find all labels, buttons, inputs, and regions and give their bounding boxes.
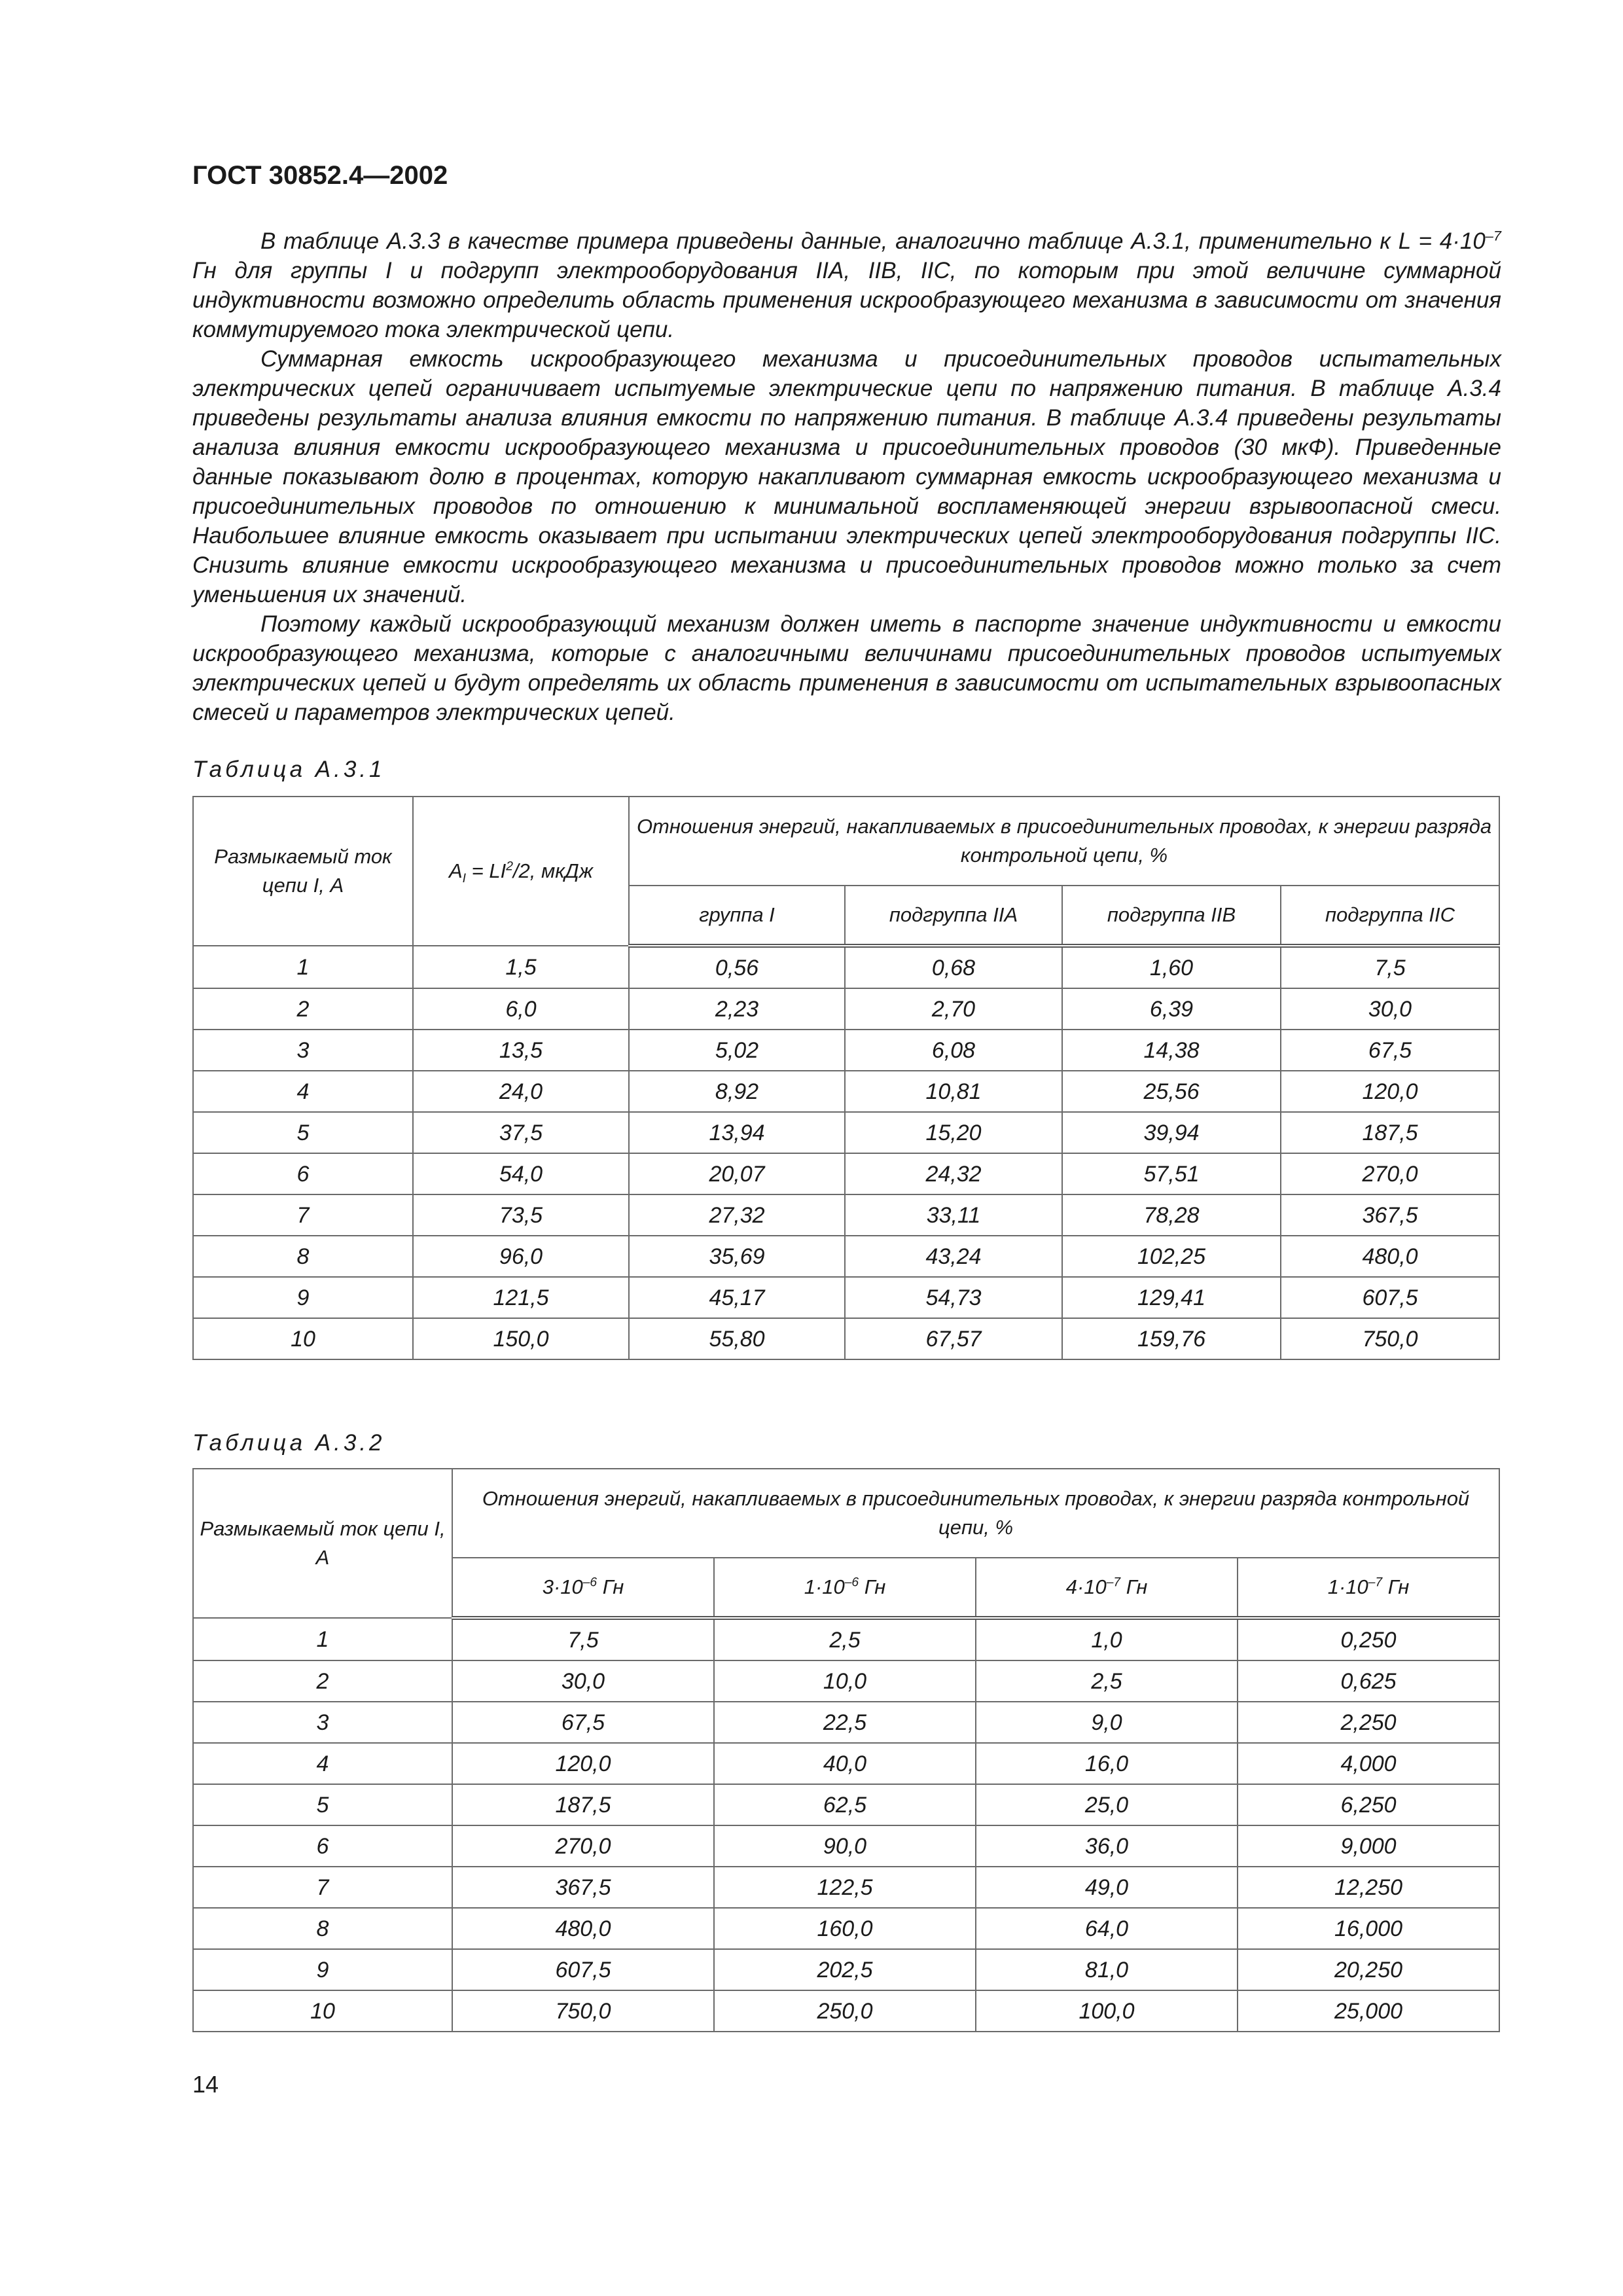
table-1-cell: 159,76: [1062, 1318, 1281, 1359]
table-1-cell: 96,0: [413, 1236, 629, 1277]
energy-formula: = LI: [466, 859, 507, 882]
table-1-row: [193, 1030, 1499, 1071]
inductance-exponent: –6: [844, 1575, 859, 1590]
table-2-group-header: Отношения энергий, накапливаемых в присоединительных проводах, к энергии разряда контрольной цепи, %: [452, 1469, 1499, 1558]
table-2-cell: 2,5: [714, 1618, 976, 1660]
table-2-cell: 367,5: [452, 1867, 714, 1908]
paragraph-2: Суммарная емкость искрообразующего механизма и присоединительных проводов испытательных электрических цепей ограничивает испытуемые электрические цепи по напряжению питания. В таблице А.3.4 приведены результаты анализа влияния емкости по напряжению питания. В таблице А.3.4 приведены результаты анализа влияния емкости искрообразующего механизма и присоединительных проводов (30 мкФ). Приведенные данные показывают долю в процентах, которую накапливают суммарная емкость искрообразующего механизма и присоединительных проводов по отношению к минимальной воспламеняющей энергии взрывоопасной смеси. Наибольшее влияние емкость оказывает при испытании электрических цепей электрооборудования подгруппы IIC. Снизить влияние емкости искрообразующего механизма и присоединительных проводов можно только за счет уменьшения их значений.: [192, 346, 1501, 607]
table-a32: [192, 1468, 1500, 2032]
table-2-cell: 16,000: [1238, 1908, 1499, 1949]
table-1-cell: 120,0: [1281, 1071, 1499, 1112]
inductance-exponent: –7: [1106, 1575, 1121, 1590]
table-2-cell: 6: [193, 1825, 452, 1867]
table-2-row: [193, 1949, 1499, 1990]
table-1-cell: 30,0: [1281, 988, 1499, 1030]
table-2-cell: 1: [193, 1618, 452, 1660]
table-1-cell: 121,5: [413, 1277, 629, 1318]
table-1-cell: 270,0: [1281, 1153, 1499, 1194]
table-2-body: [193, 1618, 1499, 2032]
table-2-cell: 36,0: [976, 1825, 1238, 1867]
table-2-cell: 9,0: [976, 1702, 1238, 1743]
table-1-cell: 20,07: [629, 1153, 845, 1194]
table-1-cell: 9: [193, 1277, 413, 1318]
paragraph-3: Поэтому каждый искрообразующий механизм должен иметь в паспорте значение индуктивности и емкости искрообразующего механизма, которые с аналогичными величинами присоединительных проводов испытуемых электрических цепей и будут определять их область применения в зависимости от испытательных взрывоопасных смесей и параметров электрических цепей.: [192, 611, 1501, 725]
table-1-cell: 2,70: [845, 988, 1062, 1030]
table-1-row: [193, 1277, 1499, 1318]
table-1-cell: 54,0: [413, 1153, 629, 1194]
table-1-cell: 2,23: [629, 988, 845, 1030]
energy-exponent: 2: [506, 859, 513, 874]
table-2-cell: 122,5: [714, 1867, 976, 1908]
table-1-cell: 37,5: [413, 1112, 629, 1153]
table-1-cell: 102,25: [1062, 1236, 1281, 1277]
table-1-cell: 6: [193, 1153, 413, 1194]
table-1-cell: 13,5: [413, 1030, 629, 1071]
table-2-cell: 480,0: [452, 1908, 714, 1949]
table-1-cell: 0,56: [629, 946, 845, 988]
table-1-cell: 78,28: [1062, 1194, 1281, 1236]
inductance-unit: Гн: [859, 1575, 886, 1598]
table-2-cell: 120,0: [452, 1743, 714, 1784]
table-2-subheader: [1238, 1558, 1499, 1618]
inductance-exponent: –6: [582, 1575, 597, 1590]
table-1-cell: 0,68: [845, 946, 1062, 988]
table-2-row: [193, 1660, 1499, 1702]
table-1-cell: 10: [193, 1318, 413, 1359]
table-1-subheader: группа I: [629, 886, 845, 946]
table-2-cell: 90,0: [714, 1825, 976, 1867]
table-1-row: [193, 1112, 1499, 1153]
table-1-cell: 1,60: [1062, 946, 1281, 988]
body-text: [192, 226, 1501, 727]
table-2-cell: 100,0: [976, 1990, 1238, 2032]
table-2-cell: 2: [193, 1660, 452, 1702]
table-2-cell: 9,000: [1238, 1825, 1499, 1867]
table-2-cell: 1,0: [976, 1618, 1238, 1660]
table-1-subheader: подгруппа IIC: [1281, 886, 1499, 946]
table-1-cell: 67,57: [845, 1318, 1062, 1359]
table-1-body: [193, 946, 1499, 1359]
table-2-subheader: [714, 1558, 976, 1618]
table-2-cell: 10,0: [714, 1660, 976, 1702]
table-1-cell: 7,5: [1281, 946, 1499, 988]
table-2-cell: 607,5: [452, 1949, 714, 1990]
table-1-cell: 45,17: [629, 1277, 845, 1318]
table-2-cell: 4: [193, 1743, 452, 1784]
page-number: 14: [192, 2071, 219, 2098]
table-2-cell: 270,0: [452, 1825, 714, 1867]
table-1-cell: 2: [193, 988, 413, 1030]
table-1-cell: 6,0: [413, 988, 629, 1030]
inductance-mantissa: 1·10: [804, 1575, 845, 1598]
table-1-cell: 607,5: [1281, 1277, 1499, 1318]
table-2-cell: 8: [193, 1908, 452, 1949]
table-1-cell: 24,32: [845, 1153, 1062, 1194]
table-1-cell: 13,94: [629, 1112, 845, 1153]
table-2-cell: 30,0: [452, 1660, 714, 1702]
table-1-cell: 3: [193, 1030, 413, 1071]
table-1-cell: 1,5: [413, 946, 629, 988]
table-1-cell: 187,5: [1281, 1112, 1499, 1153]
table-1-row: [193, 946, 1499, 988]
paragraph-1-part-a: В таблице А.3.3 в качестве примера приведены данные, аналогично таблице А.3.1, применительно к L = 4·10: [260, 228, 1486, 254]
table-1-cell: 6,08: [845, 1030, 1062, 1071]
table-2-cell: 64,0: [976, 1908, 1238, 1949]
inductance-unit: Гн: [1120, 1575, 1148, 1598]
table-1-cell: 73,5: [413, 1194, 629, 1236]
table-2-row: [193, 1825, 1499, 1867]
table-1-row: [193, 1236, 1499, 1277]
table-1-cell: 5: [193, 1112, 413, 1153]
table-2-cell: 49,0: [976, 1867, 1238, 1908]
table-1-cell: 15,20: [845, 1112, 1062, 1153]
table-2-cell: 16,0: [976, 1743, 1238, 1784]
table-2-subheader: [452, 1558, 714, 1618]
table-1-row: [193, 1153, 1499, 1194]
table-2-cell: 3: [193, 1702, 452, 1743]
table-2-cell: 7: [193, 1867, 452, 1908]
table-1-cell: 5,02: [629, 1030, 845, 1071]
inductance-unit: Гн: [597, 1575, 624, 1598]
table-1-cell: 14,38: [1062, 1030, 1281, 1071]
table-1-header-energy: [413, 797, 629, 946]
table-1-cell: 67,5: [1281, 1030, 1499, 1071]
table-1-row: [193, 1194, 1499, 1236]
table-2-row: [193, 1867, 1499, 1908]
table-2-cell: 25,000: [1238, 1990, 1499, 2032]
table-1-cell: 39,94: [1062, 1112, 1281, 1153]
table-2-subheader: [976, 1558, 1238, 1618]
table-2-cell: 2,5: [976, 1660, 1238, 1702]
table-2-cell: 6,250: [1238, 1784, 1499, 1825]
table-2-cell: 2,250: [1238, 1702, 1499, 1743]
table-1-cell: 8: [193, 1236, 413, 1277]
table-1-cell: 480,0: [1281, 1236, 1499, 1277]
energy-symbol: A: [448, 859, 463, 882]
table-2-header-current: Размыкаемый ток цепи I, А: [193, 1469, 452, 1618]
table-2-row: [193, 1702, 1499, 1743]
table-1-cell: 129,41: [1062, 1277, 1281, 1318]
table-2-row: [193, 1743, 1499, 1784]
inductance-unit: Гн: [1382, 1575, 1410, 1598]
table-1-cell: 4: [193, 1071, 413, 1112]
table-1-cell: 25,56: [1062, 1071, 1281, 1112]
table-2-cell: 20,250: [1238, 1949, 1499, 1990]
table-1-row: [193, 988, 1499, 1030]
table-2-cell: 202,5: [714, 1949, 976, 1990]
table-2-cell: 750,0: [452, 1990, 714, 2032]
table-2-cell: 7,5: [452, 1618, 714, 1660]
table-1-cell: 750,0: [1281, 1318, 1499, 1359]
table-2-row: [193, 1618, 1499, 1660]
energy-unit: /2, мкДж: [512, 859, 594, 882]
table-2-cell: 5: [193, 1784, 452, 1825]
table-1-header-current: Размыкаемый ток цепи I, А: [193, 797, 413, 946]
inductance-exponent: –7: [1368, 1575, 1383, 1590]
table-1-row: [193, 1071, 1499, 1112]
table-2-cell: 0,625: [1238, 1660, 1499, 1702]
table-1-cell: 6,39: [1062, 988, 1281, 1030]
table-2-row: [193, 1784, 1499, 1825]
table-1-row: [193, 1318, 1499, 1359]
table-2-cell: 4,000: [1238, 1743, 1499, 1784]
table-2-cell: 0,250: [1238, 1618, 1499, 1660]
energy-subscript: I: [462, 872, 467, 886]
table-2-cell: 81,0: [976, 1949, 1238, 1990]
table-1-cell: 33,11: [845, 1194, 1062, 1236]
table-1-cell: 7: [193, 1194, 413, 1236]
table-1-subheader: подгруппа IIB: [1062, 886, 1281, 946]
table-1-cell: 1: [193, 946, 413, 988]
table-1-cell: 27,32: [629, 1194, 845, 1236]
table-1-subheader: подгруппа IIA: [845, 886, 1062, 946]
inductance-mantissa: 4·10: [1065, 1575, 1107, 1598]
paragraph-1-exponent: –7: [1485, 227, 1501, 244]
table-2-cell: 12,250: [1238, 1867, 1499, 1908]
table-2-cell: 62,5: [714, 1784, 976, 1825]
table-2-cell: 22,5: [714, 1702, 976, 1743]
table-2-cell: 9: [193, 1949, 452, 1990]
inductance-mantissa: 1·10: [1327, 1575, 1368, 1598]
table-1-cell: 35,69: [629, 1236, 845, 1277]
table-1-cell: 55,80: [629, 1318, 845, 1359]
table-1-cell: 24,0: [413, 1071, 629, 1112]
table-1-cell: 57,51: [1062, 1153, 1281, 1194]
table-2-cell: 40,0: [714, 1743, 976, 1784]
table-2-cell: 250,0: [714, 1990, 976, 2032]
table-1-cell: 43,24: [845, 1236, 1062, 1277]
table-1-cell: 150,0: [413, 1318, 629, 1359]
table-a31: [192, 796, 1500, 1360]
table-2-cell: 160,0: [714, 1908, 976, 1949]
inductance-mantissa: 3·10: [542, 1575, 583, 1598]
paragraph-1: [192, 226, 1501, 344]
table-1-cell: 10,81: [845, 1071, 1062, 1112]
table-2-cell: 187,5: [452, 1784, 714, 1825]
table-1-cell: 8,92: [629, 1071, 845, 1112]
table-2-cell: 10: [193, 1990, 452, 2032]
table-2-row: [193, 1990, 1499, 2032]
table-2-caption: Таблица А.3.2: [192, 1430, 385, 1456]
table-1-group-header: Отношения энергий, накапливаемых в присоединительных проводах, к энергии разряда контрольной цепи, %: [629, 797, 1499, 886]
table-2-cell: 67,5: [452, 1702, 714, 1743]
table-2-cell: 25,0: [976, 1784, 1238, 1825]
table-2-row: [193, 1908, 1499, 1949]
paragraph-1-part-b: Гн для группы I и подгрупп электрооборудования IIA, IIB, IIC, по которым при этой величине суммарной индуктивности возможно определить область применения искрообразующего механизма в зависимости от значения коммутируемого тока электрической цепи.: [192, 258, 1501, 342]
table-1-cell: 54,73: [845, 1277, 1062, 1318]
table-1-cell: 367,5: [1281, 1194, 1499, 1236]
document-header: ГОСТ 30852.4—2002: [192, 161, 448, 190]
table-1-caption: Таблица А.3.1: [192, 757, 385, 782]
